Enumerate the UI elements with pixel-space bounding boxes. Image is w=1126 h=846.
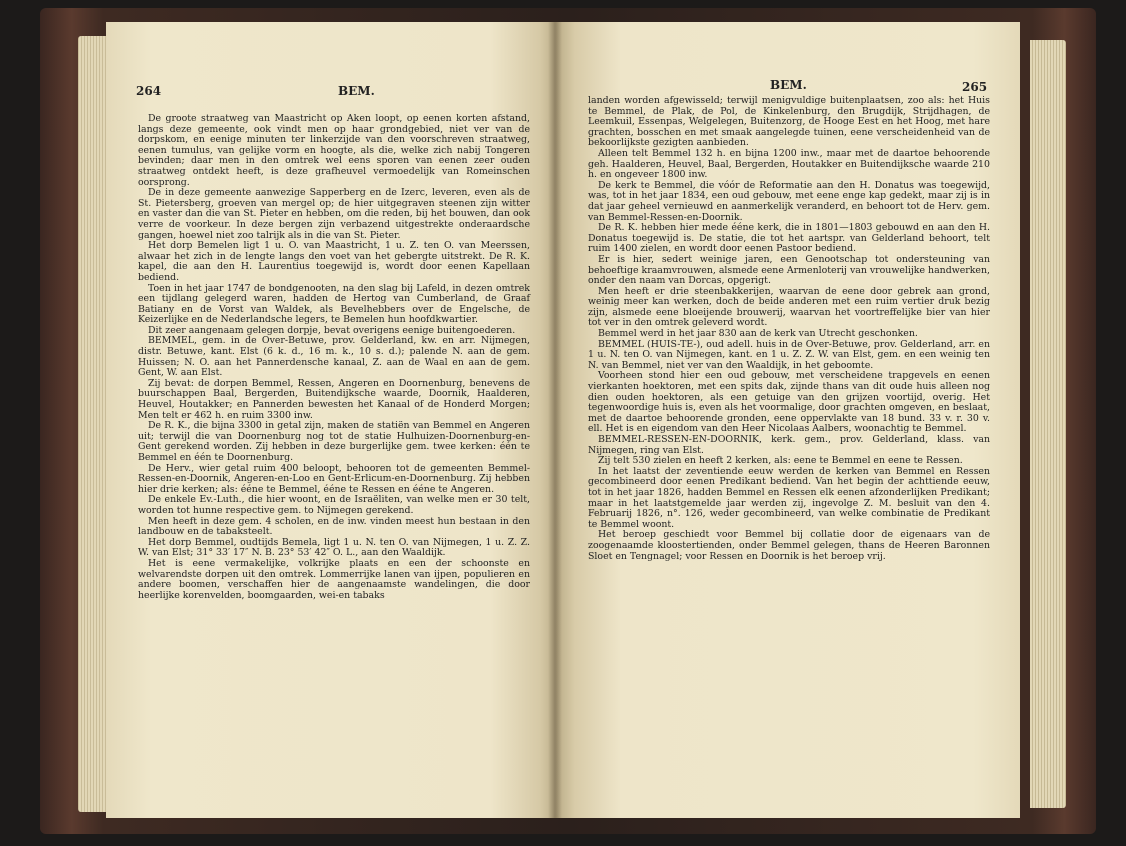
- paragraph: De R. K., die bijna 3300 in getal zijn, maken de statiën van Bemmel en Angeren uit; terwijl die van Doornenburg nog tot de statie Hulhuizen-Doornenburg-en-Gent gerekend worden. Zij hebben in deze burgerlijke gem. twee kerken: één te Bemmel en één te Doornenburg.: [138, 420, 530, 463]
- paragraph: Men heeft er drie steenbakkerijen, waarvan de eene door gebrek aan grond, weinig meer kan werken, doch de beide anderen met een ruim vertier druk bezig zijn, alsmede eene bloeijende brouwerij, waarvan het voortreffelijke bier van hier tot ver in den omtrek geleverd wordt.: [588, 285, 990, 329]
- paragraph: Dit zeer aangenaam gelegen dorpje, bevat overigens eenige buitengoederen.: [148, 324, 516, 336]
- paragraph: BEMMEL, gem. in de Over-Betuwe, prov. Gelderland, kw. en arr. Nijmegen, distr. Betuwe, kant. Elst (6 k. d., 16 m. k., 10 s. d.); palende N. aan de gem. Huissen; N. O. aan het Pannerdensche kanaal, Z. aan de Waal en aan de gem. Gent, W. aan Elst.: [138, 335, 530, 379]
- paragraph: BEMMEL (HUIS-TE-), oud adell. huis in de Over-Betuwe, prov. Gelderland, arr. en 1 u. N. ten O. van Nijmegen, kant. en 1 u. Z. Z. W. van Elst, gem. en een weinig ten N. van Bemmel, niet ver van den Waaldijk, in het geboomte.: [588, 338, 990, 371]
- paragraph: landen worden afgewisseld; terwijl menigvuldige buitenplaatsen, zoo als: het Huis te Bemmel, de Plak, de Pol, de Kinkelenburg, den Brugdijk, Strijdhagen, de Leemkuil, Essenpas, Welgelegen, Buitenzorg, de Hooge Eest en het Hoog, met hare grachten, bosschen en met smaak aangelegde tuinen, eene verscheidenheid van de bekoorlijkste gezigten aanbieden.: [588, 95, 990, 149]
- open-book: [40, 8, 1096, 834]
- page-body: [588, 96, 990, 562]
- paragraph: In het laatst der zeventiende eeuw werden de kerken van Bemmel en Ressen gecombineerd door eenen Predikant bediend. Van het begin der achttiende eeuw, tot in het jaar 1826, hadden Bemmel en Ressen elk eenen afzonderlijken Predikant; maar in het laatstgemelde jaar werden zij, ingevolge Z. M. besluit van den 4. Februarij 1826, n°. 126, weder gecombineerd, van welke combinatie de Predikant te Bemmel woont.: [588, 465, 990, 530]
- paragraph: De R. K. hebben hier mede ééne kerk, die in 1801—1803 gebouwd en aan den H. Donatus toegewijd is. De statie, die tot het aartspr. van Gelderland behoort, telt ruim 1400 zielen, en wordt door eenen Pastoor bediend.: [588, 222, 990, 255]
- page-edges-right: [1030, 40, 1066, 808]
- paragraph: Voorheen stond hier een oud gebouw, met verscheidene trapgevels en eenen vierkanten hoektoren, met een spits dak, zijnde thans van dit oude huis alleen nog dien ouden hoektoren, als een getuige van den grijzen voortijd, overig. Het tegenwoordige huis is, even als het voormalige, door grachten omgeven, en beslaat, met de daartoe behoorende gronden, eene oppervlakte van 18 bund. 33 v. r. 30 v. ell. Het is en eigendom van den Heer Nicolaas Aalbers, woonachtig te Bemmel.: [588, 370, 990, 435]
- book-gutter: [548, 22, 562, 818]
- paragraph: Het dorp Bemelen ligt 1 u. O. van Maastricht, 1 u. Z. ten O. van Meerssen, alwaar het zich in de lengte langs den voet van het gebergte uitstrekt. De R. K. kapel, die aan den H. Laurentius toegewijd is, wordt door eenen Kapellaan bediend.: [138, 240, 530, 283]
- paragraph: Zij telt 530 zielen en heeft 2 kerken, als: eene te Bemmel en eene te Ressen.: [598, 455, 963, 467]
- paragraph: De groote straatweg van Maastricht op Aken loopt, op eenen korten afstand, langs deze gemeente, ook vindt men op haar grondgebied, niet ver van de dorpskom, en eenige minuten ter linkerzijde van den voorschreven straatweg, eenen tumulus, van gelijke vorm en hoogte, als die, welke zich nabij Tongeren bevinden; daar men in den omtrek wel eens sporen van eenen zeer ouden straatweg ontdekt heeft, is deze grafheuvel vermoedelijk van Romeinschen oorsprong.: [138, 113, 530, 188]
- running-head: BEM.: [338, 84, 375, 98]
- left-page: [106, 22, 558, 818]
- paragraph: De Herv., wier getal ruim 400 beloopt, behooren tot de gemeenten Bemmel-Ressen-en-Doornik, Angeren-en-Loo en Gent-Erlicum-en-Doornenburg. Zij hebben hier drie kerken; als: ééne te Bemmel, ééne te Ressen en ééne te Angeren.: [138, 462, 530, 495]
- paragraph: Er is hier, sedert weinige jaren, een Genootschap tot ondersteuning van behoeftige kraamvrouwen, alsmede eene Armenloterij van vrouwelijke handwerken, onder den naam van Dorcas, opgerigt.: [588, 253, 990, 287]
- paragraph: De enkele Ev.-Luth., die hier woont, en de Israëliten, van welke men er 30 telt, worden tot hunne respective gem. to Nijmegen gerekend.: [138, 494, 530, 516]
- paragraph: Het is eene vermakelijke, volkrijke plaats en een der schoonste en welvarendste dorpen uit den omtrek. Lommerrijke lanen van ijpen, populieren en andere boomen, verschaffen hier de aangenaamste wandelingen, die door heerlijke korenvelden, boomgaarden, wei-en tabaks: [138, 557, 530, 601]
- paragraph: Het beroep geschiedt voor Bemmel bij collatie door de eigenaars van de zoogenaamde kloostertienden, onder Bemmel gelegen, thans de Heeren Baronnen Sloet en Tengnagel; voor Ressen en Doornik is het beroep vrij.: [588, 529, 990, 562]
- page-body: [138, 114, 530, 601]
- right-page: [556, 22, 1020, 818]
- paragraph: Toen in het jaar 1747 de bondgenooten, na den slag bij Lafeld, in dezen omtrek een tijdlang gelegerd waren, hadden de Hertog van Cumberland, de Graaf Batiany en de Vorst van Waldek, als Bevelhebbers over de Engelsche, de Keizerlijke en de Nederlandsche legers, te Bemelen hun hoofdkwartier.: [138, 282, 530, 326]
- paragraph: Bemmel werd in het jaar 830 aan de kerk van Utrecht geschonken.: [598, 328, 918, 340]
- paragraph: De in deze gemeente aanwezige Sapperberg en de Izerc, leveren, even als de St. Pietersberg, groeven van mergel op; de hier uitgegraven steenen zijn witter en vaster dan die van St. Pieter en hebben, om die reden, bij het bouwen, dan ook verre de voorkeur. In deze bergen zijn verbazend uitgestrekte onderaardsche gangen, hoewel niet zoo talrijk als in die van St. Pieter.: [138, 187, 530, 241]
- paragraph: Zij bevat: de dorpen Bemmel, Ressen, Angeren en Doornenburg, benevens de buurschappen Baal, Bergerden, Buitendijksche waarde, Doornik, Haalderen, Heuvel, Houtakker; en Pannerden bewesten het Kanaal of de Honderd Morgen; Men telt er 462 h. en ruim 3300 inw.: [138, 377, 530, 421]
- page-number: 264: [136, 84, 162, 98]
- running-head: BEM.: [770, 78, 807, 92]
- paragraph: Alleen telt Bemmel 132 h. en bijna 1200 inw., maar met de daartoe behoorende geh. Haalderen, Heuvel, Baal, Bergerden, Houtakker en Buitendijksche waarde 210 h. en ongeveer 1800 inw.: [588, 147, 990, 181]
- paragraph: Men heeft in deze gem. 4 scholen, en de inw. vinden meest hun bestaan in den landbouw en de tabaksteelt.: [138, 515, 530, 538]
- paragraph: De kerk te Bemmel, die vóór de Reformatie aan den H. Donatus was toegewijd, was, tot in het jaar 1834, een oud gebouw, met eene enge kap gedekt, maar zij is in dat jaar geheel vernieuwd en aanmerkelijk veranderd, en behoort tot de Herv. gem. van Bemmel-Ressen-en-Doornik.: [588, 179, 990, 223]
- page-number: 265: [962, 80, 988, 94]
- paragraph: BEMMEL-RESSEN-EN-DOORNIK, kerk. gem., prov. Gelderland, klass. van Nijmegen, ring van Elst.: [588, 434, 990, 456]
- paragraph: Het dorp Bemmel, oudtijds Bemela, ligt 1 u. N. ten O. van Nijmegen, 1 u. Z. Z. W. van Elst; 31° 33′ 17″ N. B. 23° 53′ 42″ O. L., aan den Waaldijk.: [138, 536, 530, 559]
